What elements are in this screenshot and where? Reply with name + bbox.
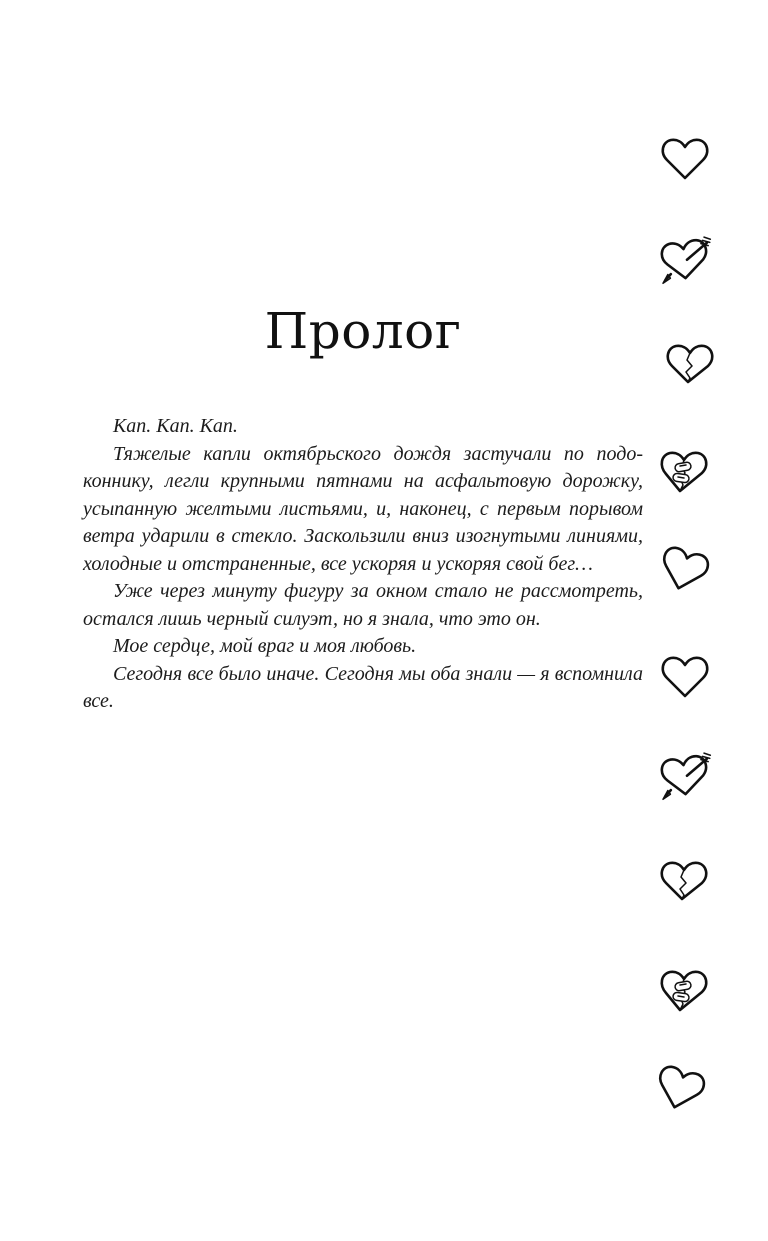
heart-bandaged-icon — [656, 443, 712, 495]
paragraph: Сегодня все было иначе. Сегодня мы оба знали — я вспомнила все. — [83, 662, 643, 712]
heart-bandaged-icon — [656, 962, 712, 1014]
heart-outline-icon — [657, 132, 713, 184]
paragraph: Уже через минуту фигуру за окном стало не рассмотреть, остался лишь черный силуэт, но я знала, что это он. — [83, 580, 643, 630]
paragraph: Тяжелые капли октябрьского дождя застучали по подоконнику, легли крупными пятнами на асфальтовую дорожку, усыпанную желтыми листьями, и, наконец, с первым порывом ветра ударили в стекло. Заскользили вниз изогнутыми линиями, холодные и отстраненные, все ускоряя и ускоряя свой бег… — [83, 442, 643, 575]
prologue-body — [83, 413, 643, 716]
paragraph: Мое сердце, мой враг и моя любовь. — [113, 635, 417, 657]
page-title: Пролог — [264, 302, 462, 360]
heart-outline-icon — [657, 650, 713, 702]
heart-outline-tilted-icon — [650, 536, 718, 601]
heart-arrow-icon — [654, 230, 717, 289]
heart-broken-icon — [656, 853, 712, 905]
heart-outline-tilted-icon — [646, 1055, 714, 1120]
heart-arrow-icon — [654, 746, 717, 805]
paragraph: Кап. Кап. Кап. — [113, 415, 238, 437]
